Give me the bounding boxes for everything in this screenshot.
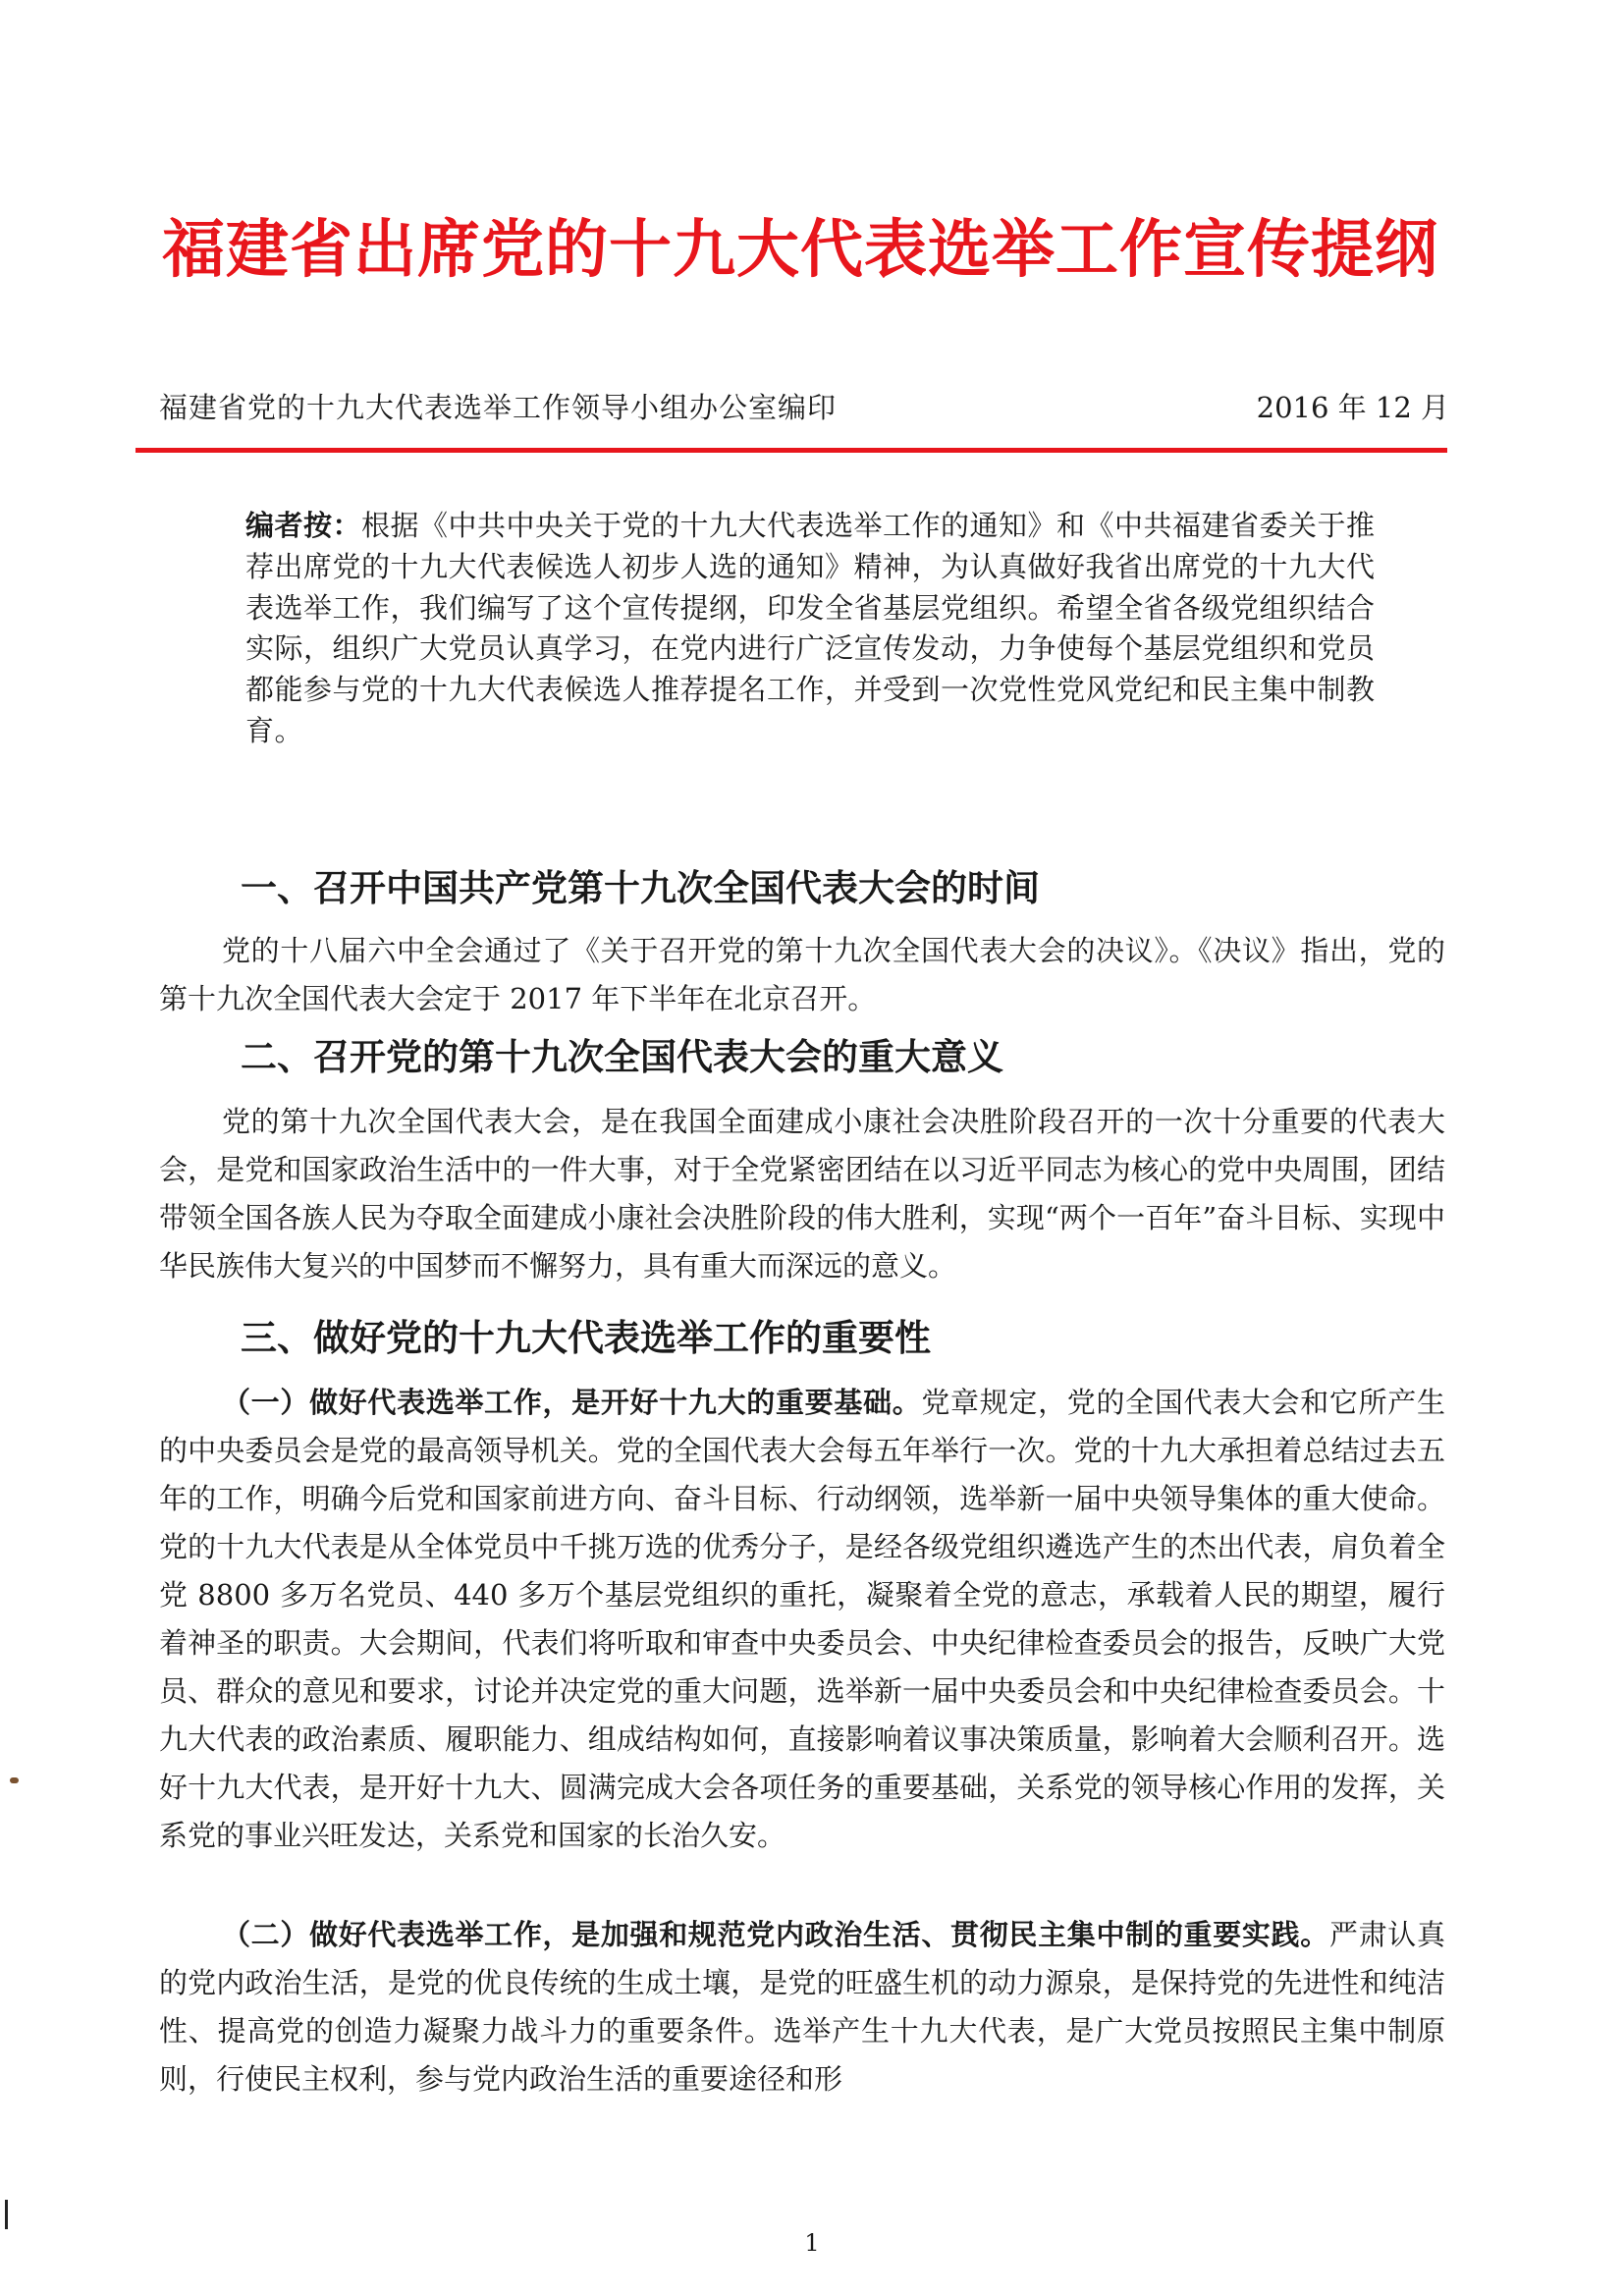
- paragraph-2-lead: （二）做好代表选举工作，是加强和规范党内政治生活、贯彻民主集中制的重要实践。: [222, 1918, 1329, 1951]
- scan-edge-mark: [5, 2200, 8, 2229]
- issue-date: 2016 年 12 月: [1256, 391, 1449, 424]
- red-divider: [135, 448, 1447, 453]
- editor-note: [245, 506, 1384, 752]
- section-3-heading: 三、做好党的十九大代表选举工作的重要性: [241, 1317, 931, 1359]
- paragraph-1-body: 党章规定，党的全国代表大会和它所产生的中央委员会是党的最高领导机关。党的全国代表大会每五年举行一次。党的十九大承担着总结过去五年的工作，明确今后党和国家前进方向、奋斗目标、行动纲领，选举新一届中央领导集体的重大使命。党的十九大代表是从全体党员中千挑万选的优秀分子，是经各级党组织遴选产生的杰出代表，肩负着全党 8800 多万名党员、440 多万个基层党组织的重托，凝聚着全党的意志，承载着人民的期望，履行着神圣的职责。大会期间，代表们将听取和审查中央委员会、中央纪律检查委员会的报告，反映广大党员、群众的意见和要求，讨论并决定党的重大问题，选举新一届中央委员会和中央纪律检查委员会。十九大代表的政治素质、履职能力、组成结构如何，直接影响着议事决策质量，影响着大会顺利召开。选好十九大代表，是开好十九大、圆满完成大会各项任务的重要基础，关系党的领导核心作用的发挥，关系党的事业兴旺发达，关系党和国家的长治久安。: [159, 1386, 1445, 1852]
- document-title: 福建省出席党的十九大代表选举工作宣传提纲: [162, 214, 1438, 287]
- paragraph-2-body: 严肃认真的党内政治生活，是党的优良传统的生成土壤，是党的旺盛生机的动力源泉，是保持党的先进性和纯洁性、提高党的创造力凝聚力战斗力的重要条件。选举产生十九大代表，是广大党员按照民主集中制原则，行使民主权利，参与党内政治生活的重要途径和形: [159, 1918, 1445, 2096]
- section-3-paragraph-1: [159, 1379, 1445, 1860]
- editor-note-lead: 编者按：: [245, 509, 362, 542]
- page-number: 1: [804, 2229, 820, 2257]
- paragraph-1-lead: （一）做好代表选举工作，是开好十九大的重要基础。: [222, 1386, 922, 1419]
- section-2-body: 党的第十九次全国代表大会，是在我国全面建成小康社会决胜阶段召开的一次十分重要的代表大会，是党和国家政治生活中的一件大事，对于全党紧密团结在以习近平同志为核心的党中央周围，团结带领全国各族人民为夺取全面建成小康社会决胜阶段的伟大胜利，实现“两个一百年”奋斗目标、实现中华民族伟大复兴的中国梦而不懈努力，具有重大而深远的意义。: [159, 1105, 1445, 1283]
- section-2-heading: 二、召开党的第十九次全国代表大会的重大意义: [241, 1036, 1003, 1078]
- section-3-paragraph-2: [159, 1911, 1445, 2104]
- section-1-body: 党的十八届六中全会通过了《关于召开党的第十九次全国代表大会的决议》。《决议》指出，党的第十九次全国代表大会定于 2017 年下半年在北京召开。: [159, 934, 1445, 1015]
- section-1-heading: 一、召开中国共产党第十九次全国代表大会的时间: [241, 867, 1040, 909]
- editor-note-body: 根据《中共中央关于党的十九大代表选举工作的通知》和《中共福建省委关于推荐出席党的十九大代表候选人初步人选的通知》精神，为认真做好我省出席党的十九大代表选举工作，我们编写了这个宣传提纲，印发全省基层党组织。希望全省各级党组织结合实际，组织广大党员认真学习，在党内进行广泛宣传发动，力争使每个基层党组织和党员都能参与党的十九大代表候选人推荐提名工作，并受到一次党性党风党纪和民主集中制教育。: [245, 509, 1376, 747]
- scan-speck: [10, 1777, 19, 1783]
- issuer-line: 福建省党的十九大代表选举工作领导小组办公室编印: [159, 391, 838, 424]
